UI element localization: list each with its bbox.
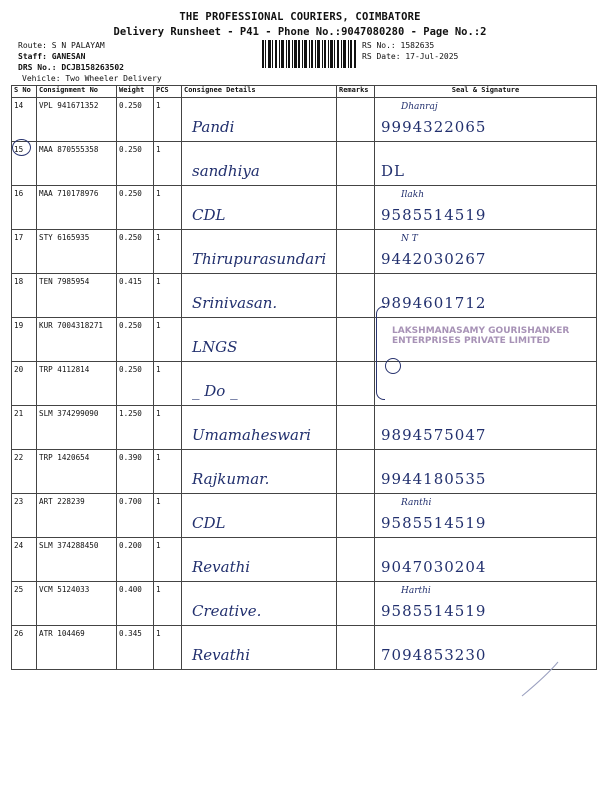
remarks-cell xyxy=(337,450,375,494)
col-remarks: Remarks xyxy=(337,86,375,98)
serial-number: 21 xyxy=(12,406,37,450)
weight-value: 0.250 xyxy=(117,98,154,142)
consignee-cell xyxy=(182,274,337,318)
signature-cell xyxy=(375,494,597,538)
drs-number: DRS No.: DCJB158263502 xyxy=(18,63,124,72)
col-weight: Weight xyxy=(117,86,154,98)
consignment-number: TEN 7985954 xyxy=(37,274,117,318)
consignee-cell xyxy=(182,362,337,406)
consignment-number: SLM 374288450 xyxy=(37,538,117,582)
col-pcs: PCS xyxy=(154,86,182,98)
consignee-handwriting: CDL xyxy=(192,514,226,532)
consignee-handwriting: Thirupurasundari xyxy=(192,250,327,268)
signature-phone: DL xyxy=(381,162,405,180)
remarks-cell xyxy=(337,230,375,274)
serial-number: 20 xyxy=(12,362,37,406)
signature-scribble: N T xyxy=(401,234,418,244)
seal-line-1: LAKSHMANASAMY GOURISHANKER xyxy=(392,326,570,336)
signature-cell xyxy=(375,450,597,494)
pieces-count: 1 xyxy=(154,538,182,582)
signature-cell xyxy=(375,230,597,274)
consignee-handwriting: Rajkumar. xyxy=(192,470,270,488)
barcode-icon xyxy=(262,40,356,68)
signature-cell xyxy=(375,582,597,626)
runsheet-subtitle: Delivery Runsheet - P41 - Phone No.:9047080280 - Page No.:2 xyxy=(113,26,487,38)
vehicle-label: Vehicle: Two Wheeler Delivery xyxy=(22,74,162,83)
consignment-number: ART 228239 xyxy=(37,494,117,538)
consignee-handwriting: Pandi xyxy=(192,118,235,136)
remarks-cell xyxy=(337,538,375,582)
consignee-handwriting: sandhiya xyxy=(192,162,260,180)
serial-number: 24 xyxy=(12,538,37,582)
pieces-count: 1 xyxy=(154,626,182,670)
consignee-cell xyxy=(182,494,337,538)
weight-value: 0.400 xyxy=(117,582,154,626)
consignee-handwriting: CDL xyxy=(192,206,226,224)
weight-value: 0.250 xyxy=(117,230,154,274)
serial-number: 25 xyxy=(12,582,37,626)
weight-value: 1.250 xyxy=(117,406,154,450)
weight-value: 0.700 xyxy=(117,494,154,538)
remarks-cell xyxy=(337,362,375,406)
table-row xyxy=(12,538,597,582)
pieces-count: 1 xyxy=(154,450,182,494)
table-row xyxy=(12,406,597,450)
remarks-cell xyxy=(337,494,375,538)
consignment-number: VPL 941671352 xyxy=(37,98,117,142)
consignee-handwriting: LNGS xyxy=(192,338,238,356)
serial-number: 17 xyxy=(12,230,37,274)
serial-number: 14 xyxy=(12,98,37,142)
serial-number: 15 xyxy=(12,142,37,186)
consignment-number: TRP 1420654 xyxy=(37,450,117,494)
consignee-cell xyxy=(182,538,337,582)
consignee-cell xyxy=(182,230,337,274)
remarks-cell xyxy=(337,318,375,362)
consignee-cell xyxy=(182,450,337,494)
signature-scribble: Ilakh xyxy=(401,190,425,200)
signature-phone: 9585514519 xyxy=(381,206,487,224)
consignee-cell xyxy=(182,186,337,230)
bracket-mark-icon xyxy=(376,306,385,400)
remarks-cell xyxy=(337,274,375,318)
table-row xyxy=(12,186,597,230)
weight-value: 0.345 xyxy=(117,626,154,670)
route-label: Route: S N PALAYAM xyxy=(18,41,105,50)
signature-cell xyxy=(375,142,597,186)
signature-cell xyxy=(375,626,597,670)
serial-number: 18 xyxy=(12,274,37,318)
signature-phone: 9047030204 xyxy=(381,558,487,576)
remarks-cell xyxy=(337,98,375,142)
col-sno: S No xyxy=(12,86,37,98)
consignee-cell xyxy=(182,406,337,450)
table-header-row xyxy=(12,86,597,98)
table-row xyxy=(12,626,597,670)
col-consignee: Consignee Details xyxy=(182,86,337,98)
pieces-count: 1 xyxy=(154,582,182,626)
serial-number: 26 xyxy=(12,626,37,670)
serial-number: 22 xyxy=(12,450,37,494)
consignee-cell xyxy=(182,142,337,186)
signature-cell xyxy=(375,406,597,450)
signature-cell xyxy=(375,274,597,318)
serial-number: 16 xyxy=(12,186,37,230)
signature-phone: 7094853230 xyxy=(381,646,487,664)
consignee-cell xyxy=(182,626,337,670)
consignment-number: ATR 104469 xyxy=(37,626,117,670)
weight-value: 0.200 xyxy=(117,538,154,582)
col-consignment: Consignment No xyxy=(37,86,117,98)
weight-value: 0.250 xyxy=(117,362,154,406)
consignment-number: MAA 710178976 xyxy=(37,186,117,230)
consignee-handwriting: Revathi xyxy=(192,558,251,576)
pieces-count: 1 xyxy=(154,230,182,274)
consignee-handwriting: Umamaheswari xyxy=(192,426,311,444)
signature-phone: 9585514519 xyxy=(381,514,487,532)
weight-value: 0.250 xyxy=(117,186,154,230)
company-title: THE PROFESSIONAL COURIERS, COIMBATORE xyxy=(179,11,421,23)
remarks-cell xyxy=(337,582,375,626)
consignment-number: VCM 5124033 xyxy=(37,582,117,626)
signature-phone: 9994322065 xyxy=(381,118,487,136)
remarks-cell xyxy=(337,142,375,186)
signature-scribble: Harthi xyxy=(401,586,431,596)
weight-value: 0.250 xyxy=(117,142,154,186)
consignment-number: SLM 374299090 xyxy=(37,406,117,450)
pieces-count: 1 xyxy=(154,494,182,538)
signature-phone: 9894575047 xyxy=(381,426,487,444)
signature-scribble: Dhanraj xyxy=(401,102,438,112)
consignment-number: STY 6165935 xyxy=(37,230,117,274)
table-row xyxy=(12,98,597,142)
circle-mark-icon xyxy=(12,139,31,156)
table-row xyxy=(12,494,597,538)
signature-cell xyxy=(375,186,597,230)
table-row xyxy=(12,274,597,318)
pieces-count: 1 xyxy=(154,98,182,142)
consignment-number: KUR 7004318271 xyxy=(37,318,117,362)
rs-number: RS No.: 1582635 xyxy=(362,41,435,50)
rs-date: RS Date: 17-Jul-2025 xyxy=(362,52,459,61)
pieces-count: 1 xyxy=(154,186,182,230)
pieces-count: 1 xyxy=(154,274,182,318)
col-signature: Seal & Signature xyxy=(375,86,597,98)
company-seal xyxy=(392,326,590,384)
table-row xyxy=(12,450,597,494)
pen-stroke-icon xyxy=(520,660,560,700)
remarks-cell xyxy=(337,626,375,670)
remarks-cell xyxy=(337,186,375,230)
consignee-cell xyxy=(182,98,337,142)
consignee-cell xyxy=(182,582,337,626)
pieces-count: 1 xyxy=(154,142,182,186)
consignment-number: MAA 870555358 xyxy=(37,142,117,186)
weight-value: 0.415 xyxy=(117,274,154,318)
signature-phone: 9442030267 xyxy=(381,250,487,268)
consignee-cell xyxy=(182,318,337,362)
pieces-count: 1 xyxy=(154,406,182,450)
weight-value: 0.250 xyxy=(117,318,154,362)
seal-line-2: ENTERPRISES PRIVATE LIMITED xyxy=(392,336,551,346)
signature-cell xyxy=(375,538,597,582)
consignment-number: TRP 4112814 xyxy=(37,362,117,406)
remarks-cell xyxy=(337,406,375,450)
table-row xyxy=(12,142,597,186)
serial-number: 23 xyxy=(12,494,37,538)
signature-phone: 9894601712 xyxy=(381,294,487,312)
consignee-handwriting: Creative. xyxy=(192,602,262,620)
signature-scribble: Ranthi xyxy=(401,498,432,508)
table-row xyxy=(12,230,597,274)
weight-value: 0.390 xyxy=(117,450,154,494)
table-row xyxy=(12,582,597,626)
signature-phone: 9944180535 xyxy=(381,470,487,488)
signature-phone: 9585514519 xyxy=(381,602,487,620)
pieces-count: 1 xyxy=(154,362,182,406)
consignee-handwriting: Srinivasan. xyxy=(192,294,278,312)
serial-number: 19 xyxy=(12,318,37,362)
staff-label: Staff: GANESAN xyxy=(18,52,86,61)
consignee-handwriting: Revathi xyxy=(192,646,251,664)
signature-cell xyxy=(375,98,597,142)
consignee-handwriting: _ Do _ xyxy=(192,382,238,400)
pieces-count: 1 xyxy=(154,318,182,362)
